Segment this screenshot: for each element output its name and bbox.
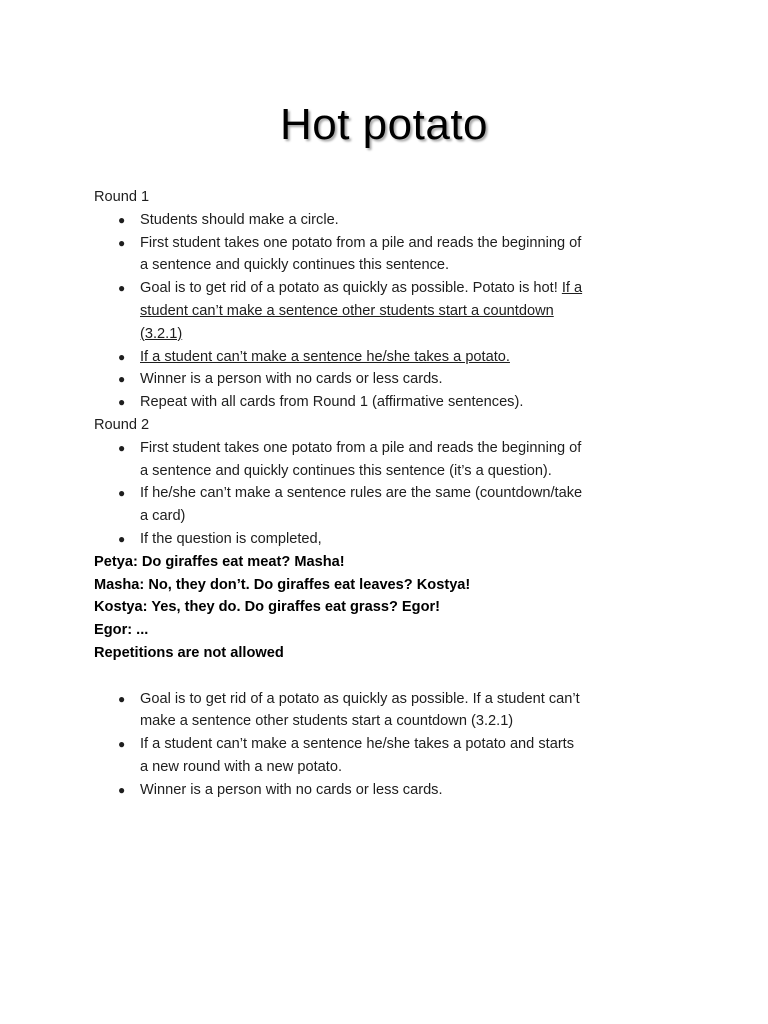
list-item: [94, 209, 694, 232]
item-text: Winner is a person with no cards or less cards.: [140, 371, 443, 388]
underlined-text: If a: [561, 280, 583, 297]
bullet-icon: ●: [118, 531, 126, 546]
list-item: [94, 779, 694, 802]
item-text: Goal is to get rid of a potato as quickly as possible. If a student can’t: [140, 690, 580, 707]
bullet-icon: ●: [118, 212, 126, 227]
item-text: make a sentence other students start a countdown (3.2.1): [140, 713, 514, 730]
item-text: Winner is a person with no cards or less cards.: [140, 781, 443, 798]
bullet-icon: ●: [118, 440, 126, 455]
item-text: If the question is completed,: [140, 530, 322, 547]
list-item: [94, 368, 694, 391]
underlined-text: If a student can’t make a sentence he/she takes a potato.: [140, 348, 510, 365]
list-item: [94, 232, 694, 278]
item-text: a sentence and quickly continues this sentence.: [140, 257, 450, 274]
bullet-icon: ●: [118, 349, 126, 364]
dialogue-line: Masha: No, they don’t. Do giraffes eat leaves? Kostya!: [94, 576, 471, 593]
list-item: [94, 528, 694, 551]
bullet-icon: ●: [118, 235, 126, 250]
document-body: [94, 186, 694, 802]
round-2-heading: Round 2: [94, 416, 150, 433]
round-1-heading: Round 1: [94, 189, 150, 205]
item-text: First student takes one potato from a pile and reads the beginning of: [140, 439, 582, 456]
item-text: a card): [140, 508, 186, 525]
underlined-text: student can’t make a sentence other students start a countdown: [140, 302, 554, 319]
bullet-icon: ●: [118, 737, 126, 752]
bullet-icon: ●: [118, 372, 126, 387]
item-text: First student takes one potato from a pile and reads the beginning of: [140, 234, 582, 251]
item-text: Repeat with all cards from Round 1 (affirmative sentences).: [140, 394, 524, 411]
list-item: [94, 688, 694, 734]
underlined-text: (3.2.1): [140, 325, 183, 342]
item-text: Students should make a circle.: [140, 211, 339, 228]
page-title: Hot potato: [279, 100, 489, 149]
list-item: [94, 277, 694, 345]
rule-note: Repetitions are not allowed: [94, 644, 284, 661]
item-text: If he/she can’t make a sentence rules are the same (countdown/take: [140, 485, 583, 502]
dialogue-line: Kostya: Yes, they do. Do giraffes eat grass? Egor!: [94, 599, 441, 616]
item-text: If a student can’t make a sentence he/she takes a potato and starts: [140, 736, 575, 753]
list-item: [94, 733, 694, 779]
list-item: [94, 391, 694, 414]
list-item: [94, 437, 694, 483]
item-text: Goal is to get rid of a potato as quickly as possible. Potato is hot!: [140, 280, 562, 297]
dialogue-line: Egor: ...: [94, 622, 149, 639]
list-item: [94, 482, 694, 528]
bullet-icon: ●: [118, 782, 126, 797]
item-text: a sentence and quickly continues this sentence (it’s a question).: [140, 462, 552, 479]
bullet-icon: ●: [118, 486, 126, 501]
list-item: [94, 346, 694, 369]
item-text: a new round with a new potato.: [140, 758, 343, 775]
bullet-icon: ●: [118, 691, 126, 706]
bullet-icon: ●: [118, 281, 126, 296]
bullet-icon: ●: [118, 395, 126, 410]
dialogue-line: Petya: Do giraffes eat meat? Masha!: [94, 553, 345, 570]
